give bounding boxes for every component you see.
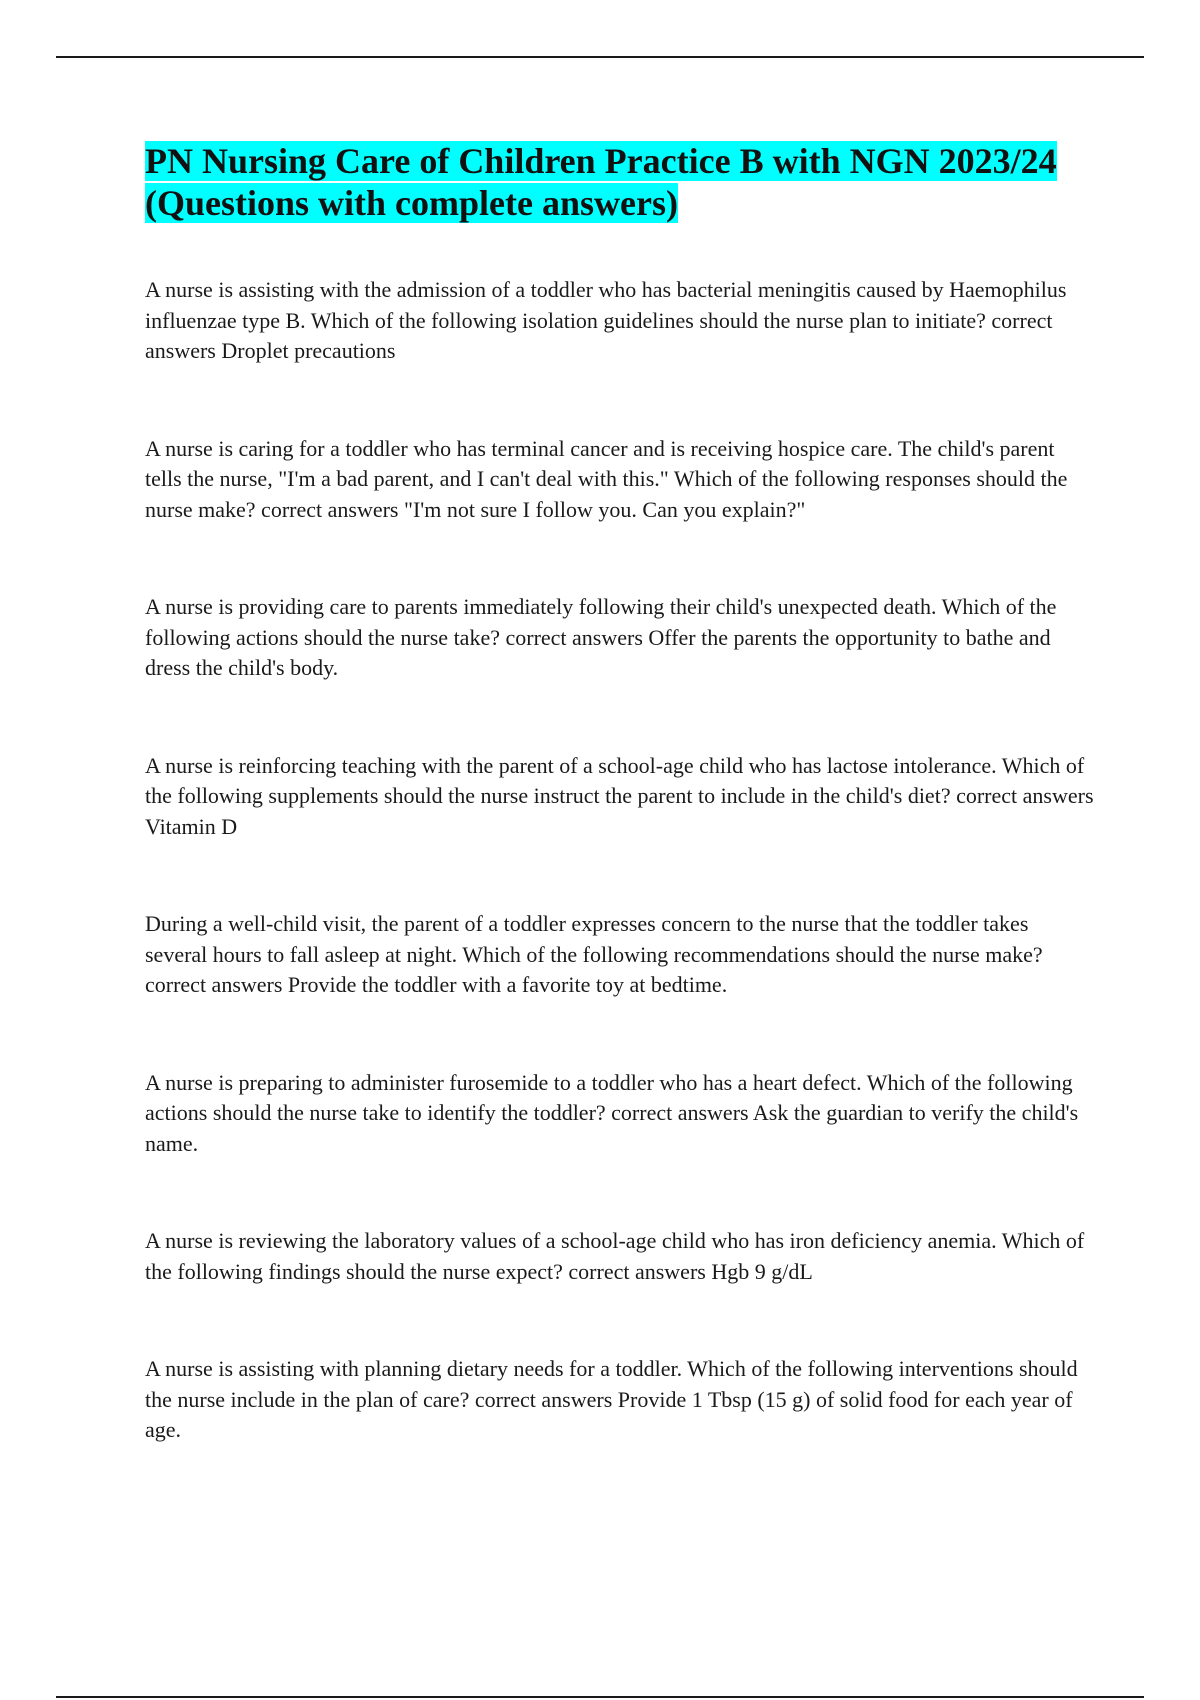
qa-item: A nurse is reviewing the laboratory values of a school-age child who has iron deficiency anemia. Which of the following findings should the nurse expect? correct answers Hgb 9 g/dL — [145, 1228, 1085, 1284]
qa-item: A nurse is reinforcing teaching with the parent of a school-age child who has lactose intolerance. Which of the following supplements should the nurse instruct the parent to include in the child's diet? correct answers Vitamin D — [145, 752, 1094, 839]
qa-item: A nurse is caring for a toddler who has terminal cancer and is receiving hospice care. The child's parent tells the nurse, "I'm a bad parent, and I can't deal with this." Which of the following responses should the nurse make? correct answers "I'm not sure I follow you. Can you explain?" — [145, 435, 1068, 522]
document-title — [145, 140, 1095, 224]
footer-rule — [56, 1696, 1144, 1698]
qa-item: A nurse is assisting with planning dietary needs for a toddler. Which of the following interventions should the nurse include in the plan of care? correct answers Provide 1 Tbsp (15 g) of solid food for each year of age. — [145, 1356, 1078, 1442]
document-body — [145, 140, 1095, 1513]
header-rule — [56, 56, 1144, 58]
qa-list — [145, 275, 1095, 1446]
qa-item: A nurse is assisting with the admission of a toddler who has bacterial meningitis caused by Haemophilus influenzae type B. Which of the following isolation guidelines should the nurse plan to initiate? correct answers Droplet precautions — [145, 277, 1067, 363]
qa-item: A nurse is providing care to parents immediately following their child's unexpected death. Which of the following actions should the nurse take? correct answers Offer the parents the opportunity to bathe and dress the child's body. — [145, 594, 1057, 680]
qa-item: A nurse is preparing to administer furosemide to a toddler who has a heart defect. Which of the following actions should the nurse take to identify the toddler? correct answers Ask the guardian to verify the child's name. — [145, 1069, 1079, 1156]
title-highlight: PN Nursing Care of Children Practice B with NGN 2023/24 (Questions with complete answers) — [145, 141, 1057, 223]
qa-item: During a well-child visit, the parent of a toddler expresses concern to the nurse that the toddler takes several hours to fall asleep at night. Which of the following recommendations should the nurse make? correct answers Provide the toddler with a favorite toy at bedtime. — [145, 911, 1043, 997]
